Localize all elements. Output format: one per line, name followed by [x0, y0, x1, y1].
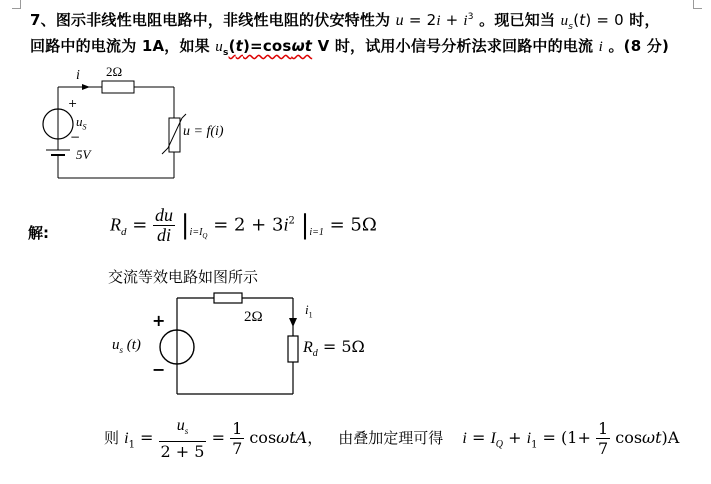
- circuit-diagram-2: [150, 290, 310, 400]
- eval-bar-1: |: [180, 210, 190, 241]
- i-eq: =: [471, 428, 491, 448]
- c1-dc-label: 5V: [76, 147, 91, 162]
- us-zero: (t) = 0: [573, 11, 624, 29]
- c2-plus: +: [152, 311, 166, 330]
- question-line-1-tail: 。现已知当: [473, 11, 561, 29]
- page-corner-mark-left: [12, 0, 21, 9]
- plus-sign: +: [440, 11, 464, 29]
- current-i: i: [598, 39, 604, 55]
- eval-bar-2: |: [300, 210, 310, 241]
- current-arrow: [82, 84, 90, 90]
- theorem-text: 由叠加定理可得: [338, 429, 444, 448]
- one-seventh-2: [596, 419, 610, 458]
- one-2: 1: [597, 419, 609, 439]
- c1-source-label: $u_S$: [76, 114, 87, 132]
- eval-sub-2: i=1: [309, 227, 324, 239]
- rd-symbol: R: [110, 214, 121, 235]
- question-line-2-a: 回路中的电流为 1A，如果: [30, 37, 216, 55]
- question-line-2-c: 。(8 分): [603, 37, 670, 55]
- ac-equivalent-text: 交流等效电路如图所示: [108, 268, 259, 286]
- c1-plus: +: [68, 97, 78, 110]
- c2-minus: −: [152, 360, 166, 379]
- iq: $I_Q$: [490, 430, 504, 451]
- rd-equation: [110, 206, 377, 245]
- question-line-2: [30, 35, 669, 58]
- i1-symbol: i: [124, 430, 129, 448]
- c2-resistor-label: 2Ω: [244, 309, 263, 325]
- us-cos-sub: s: [223, 48, 229, 58]
- c1-current-label: i: [76, 68, 80, 83]
- eval-sub-1: i=IQ: [189, 227, 208, 241]
- question-line-1: [30, 9, 660, 32]
- c2-rd-label: $R_d = 5\Omega$: [303, 337, 365, 360]
- c1-nonlinear-label: u = f(i): [183, 124, 224, 139]
- rd-mid: = 2 + 3: [213, 214, 284, 236]
- iv-i-cubed: i: [463, 13, 468, 29]
- question-line-2-b: V 时，试用小信号分析法求回路中的电流: [312, 37, 599, 55]
- result-line: [104, 416, 679, 461]
- c2-resistor-2ohm: [214, 293, 242, 303]
- page-corner-mark-right: [693, 0, 702, 9]
- i1-sub: 1: [128, 439, 135, 451]
- i1-2: i: [526, 430, 532, 448]
- one-1: 1: [232, 419, 243, 439]
- c1-minus: −: [70, 130, 81, 144]
- result-prefix: 则: [104, 429, 120, 448]
- seven-1: 7: [232, 439, 243, 459]
- di: di: [157, 225, 172, 245]
- rd-i: i: [283, 214, 289, 235]
- plus-i1: +: [508, 428, 527, 448]
- us-subscript: s: [568, 22, 574, 32]
- c1-resistor-label: 2Ω: [106, 64, 123, 79]
- resistor-2ohm: [102, 81, 134, 93]
- one-seventh-1: [230, 419, 244, 458]
- cube-exponent: 3: [467, 12, 474, 22]
- i1-eq-2: =: [211, 428, 231, 448]
- us-over-7: [159, 416, 207, 461]
- equals-sign: = 2: [403, 11, 437, 29]
- question-line-1-end: 时，: [623, 11, 660, 29]
- iv-i: i: [436, 13, 441, 29]
- us-cos-expr: (t)=cosωt: [228, 37, 313, 55]
- question-line-1-text: 7、图示非线性电阻电路中，非线性电阻的伏安特性为: [30, 11, 396, 29]
- c2-current-label: $i_1$: [305, 302, 313, 320]
- us-symbol: u: [560, 13, 569, 29]
- i1-2-sub: 1: [531, 439, 538, 451]
- solution-label: 解:: [28, 224, 49, 242]
- rd-eq: =: [132, 214, 154, 236]
- rd-result: = 5Ω: [329, 214, 377, 236]
- cos-term-1: cosωtA，: [249, 428, 324, 448]
- us-num: $u_s$: [159, 416, 207, 442]
- seven-2: 7: [597, 439, 609, 459]
- iv-characteristic: u: [395, 12, 404, 29]
- du-di-fraction: [153, 206, 175, 245]
- du: du: [155, 205, 174, 225]
- i1-eq: =: [140, 428, 159, 448]
- c2-source-label: $u_s$ (t): [112, 337, 141, 355]
- i-eq-2: = (1+: [542, 428, 591, 448]
- us-cos: u: [215, 39, 223, 55]
- cos-term-2: cosωt)A: [615, 428, 680, 448]
- rd-sq: 2: [288, 215, 295, 227]
- c2-rd-resistor: [288, 336, 298, 362]
- i-symbol: i: [462, 430, 467, 448]
- rd-sub: d: [121, 226, 127, 239]
- c2-current-arrow: [289, 318, 297, 327]
- den-2-5: 2 + 5: [160, 442, 205, 462]
